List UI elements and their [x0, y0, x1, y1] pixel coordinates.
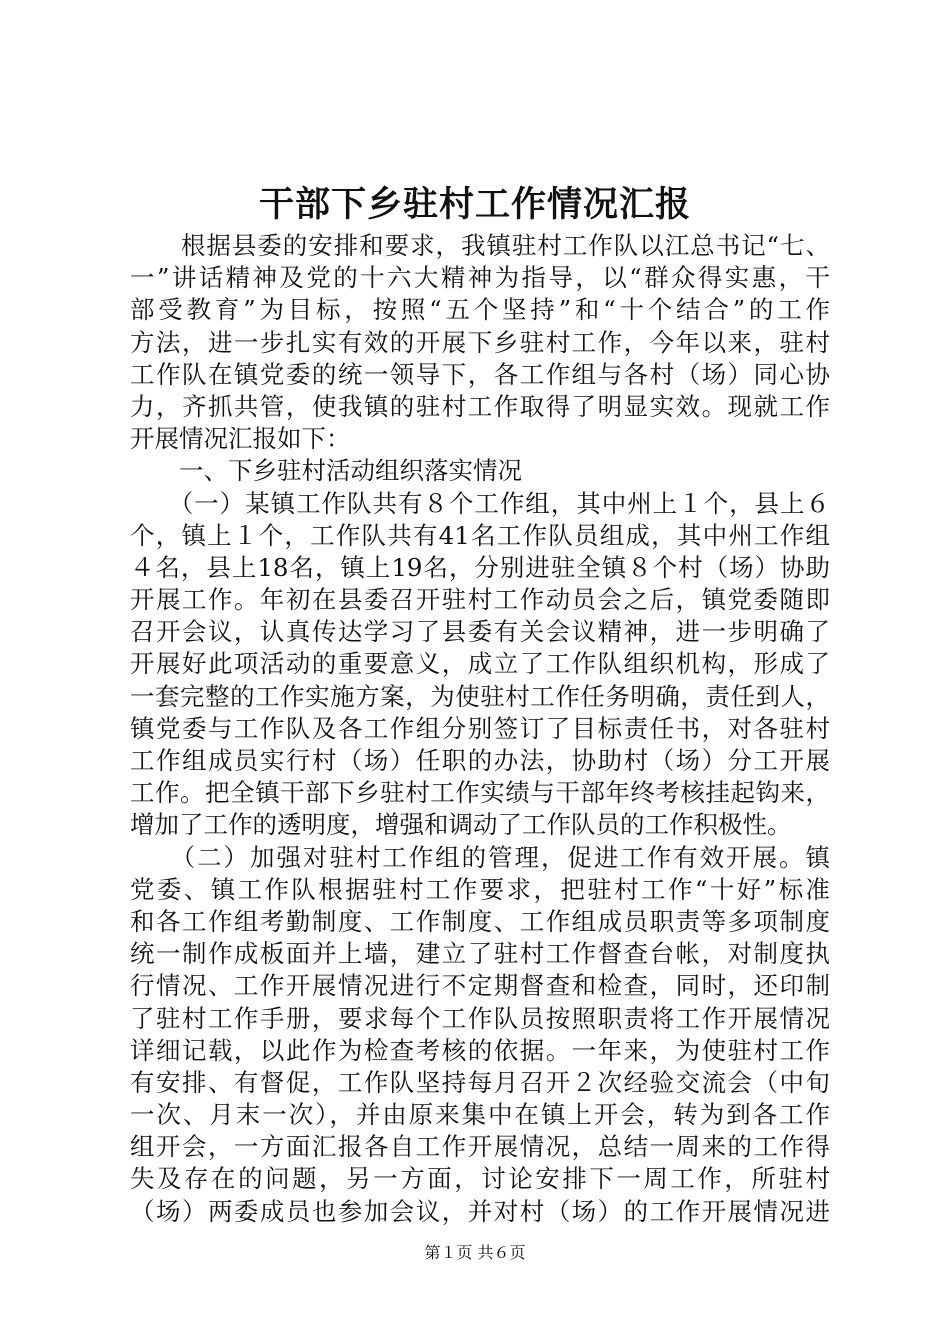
text-line: 行情况、工作开展情况进行不定期督查和检查，同时，还印制	[130, 971, 830, 1001]
text-line: （场）两委成员也参加会议，并对村（场）的工作开展情况进	[130, 1196, 830, 1226]
text-line: 工作队在镇党委的统一领导下，各工作组与各村（场）同心协	[130, 359, 830, 389]
text-line: 开展情况汇报如下：	[130, 424, 351, 454]
text-line: 方法，进一步扎实有效的开展下乡驻村工作，今年以来，驻村	[130, 327, 830, 357]
text-line: 部受教育”为目标，按照“五个坚持”和“十个结合”的工作	[130, 295, 830, 325]
text-line: （二）加强对驻村工作组的管理，促进工作有效开展。镇	[130, 842, 830, 872]
text-line: 工作。把全镇干部下乡驻村工作实绩与干部年终考核挂起钩来，	[130, 778, 830, 808]
text-line: 统一制作成板面并上墙，建立了驻村工作督查台帐，对制度执	[130, 939, 830, 969]
text-line: 详细记载，以此作为检查考核的依据。一年来，为使驻村工作	[130, 1035, 830, 1065]
text-line: 个，镇上１个，工作队共有41名工作队员组成，其中州工作组	[130, 520, 830, 550]
document-body	[130, 230, 830, 1228]
text-line: 开展好此项活动的重要意义，成立了工作队组织机构，形成了	[130, 649, 830, 679]
text-line: 增加了工作的透明度，增强和调动了工作队员的工作积极性。	[130, 810, 792, 840]
text-line: 组开会，一方面汇报各自工作开展情况，总结一周来的工作得	[130, 1132, 830, 1162]
text-line: 镇党委与工作队及各工作组分别签订了目标责任书，对各驻村	[130, 713, 830, 743]
text-line: 失及存在的问题，另一方面，讨论安排下一周工作，所驻村	[130, 1164, 830, 1194]
text-line: 和各工作组考勤制度、工作制度、工作组成员职责等多项制度	[130, 906, 830, 936]
text-line: 工作组成员实行村（场）任职的办法，协助村（场）分工开展	[130, 746, 830, 775]
text-line: 根据县委的安排和要求，我镇驻村工作队以江总书记“七、	[130, 231, 830, 260]
document-title: 干部下乡驻村工作情况汇报	[258, 184, 691, 225]
text-line: 有安排、有督促，工作队坚持每月召开２次经验交流会（中旬	[130, 1067, 830, 1097]
page-number-footer: 第１页 共６页	[424, 1243, 526, 1262]
text-line: 召开会议，认真传达学习了县委有关会议精神，进一步明确了	[130, 617, 830, 647]
text-line: （一）某镇工作队共有８个工作组，其中州上１个，县上６	[130, 488, 830, 518]
text-line: 一”讲话精神及党的十六大精神为指导，以“群众得实惠，干	[130, 263, 830, 293]
text-line: 力，齐抓共管，使我镇的驻村工作取得了明显实效。现就工作	[130, 391, 830, 421]
text-line: 开展工作。年初在县委召开驻村工作动员会之后，镇党委随即	[130, 585, 830, 615]
text-line: ４名，县上18名，镇上19名，分别进驻全镇８个村（场）协助	[130, 552, 830, 582]
text-line: 了驻村工作手册，要求每个工作队员按照职责将工作开展情况	[130, 1003, 830, 1033]
text-line: 一、下乡驻村活动组织落实情况	[130, 456, 522, 486]
text-line: 一套完整的工作实施方案，为使驻村工作任务明确，责任到人，	[130, 681, 830, 711]
text-line: 一次、月末一次），并由原来集中在镇上开会，转为到各工作	[130, 1100, 830, 1130]
text-line: 党委、镇工作队根据驻村工作要求，把驻村工作“十好”标准	[130, 874, 830, 904]
